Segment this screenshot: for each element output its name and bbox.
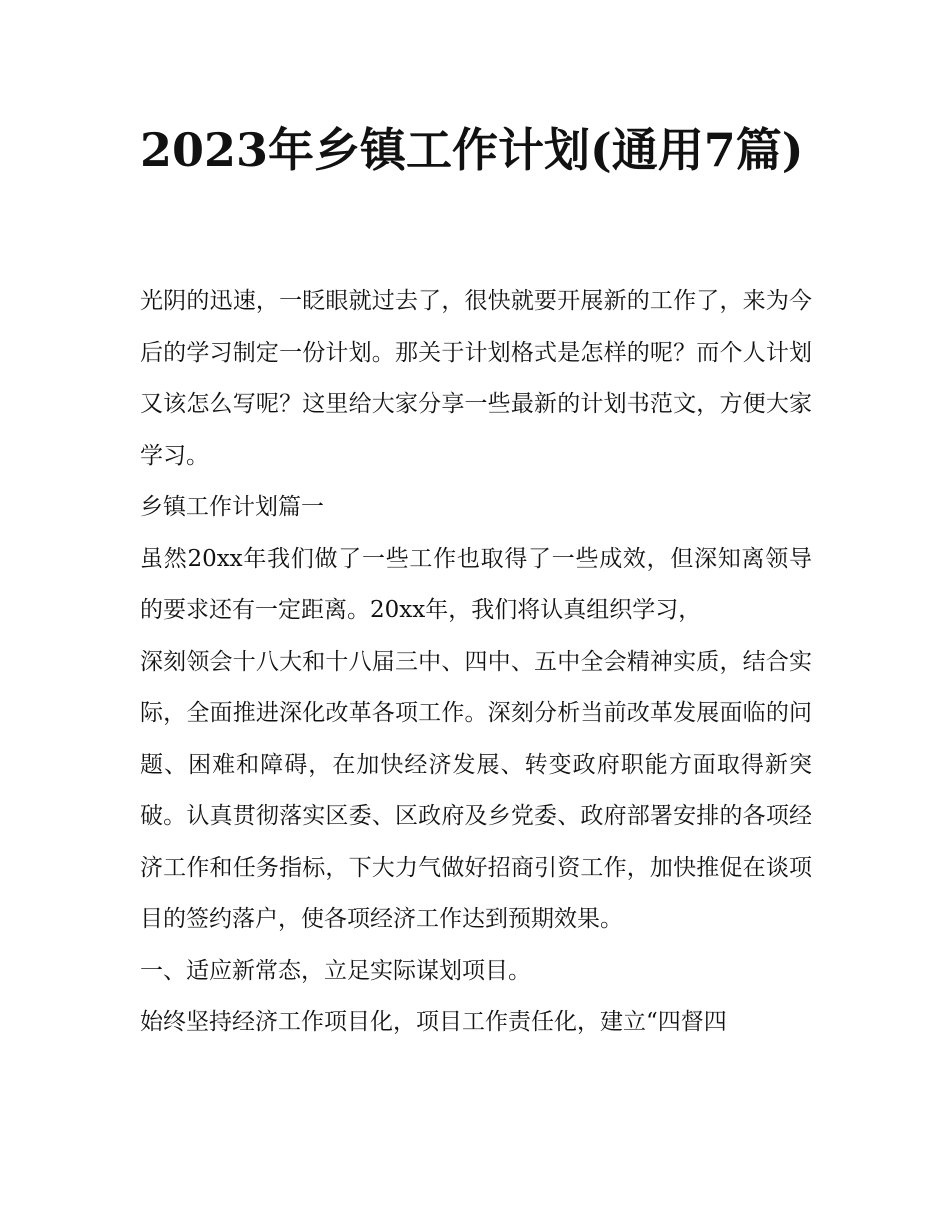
subheading-1: 一、适应新常态，立足实际谋划项目。 bbox=[140, 957, 531, 984]
section-heading-1: 乡镇工作计划篇一 bbox=[140, 494, 324, 520]
body-paragraph-2: 深刻领会十八大和十八届三中、四中、五中全会精神实质，结合实际，全面推进深化改革各项工作。深刻分析当前改革发展面临的问题、困难和障碍，在加快经济发展、转变政府职能方面取得新突破。认真贯彻落实区委、区政府及乡党委、政府部署安排的各项经济工作和任务指标，下大力气做好招商引资工作，加快推促在谈项目的签约落户，使各项经济工作达到预期效果。 bbox=[140, 648, 812, 932]
body-paragraph-3: 始终坚持经济工作项目化，项目工作责任化，建立“四督四 bbox=[140, 1009, 727, 1035]
document-body bbox=[140, 276, 812, 1049]
document-title: 2023年乡镇工作计划(通用7篇) bbox=[140, 123, 804, 177]
body-paragraph-1: 虽然20xx年我们做了一些工作也取得了一些成效，但深知离领导的要求还有一定距离。20xx年，我们将认真组织学习， bbox=[140, 545, 812, 623]
intro-paragraph: 光阴的迅速，一眨眼就过去了，很快就要开展新的工作了，来为今后的学习制定一份计划。那关于计划格式是怎样的呢？而个人计划又该怎么写呢？这里给大家分享一些最新的计划书范文，方便大家学习。 bbox=[140, 288, 812, 469]
